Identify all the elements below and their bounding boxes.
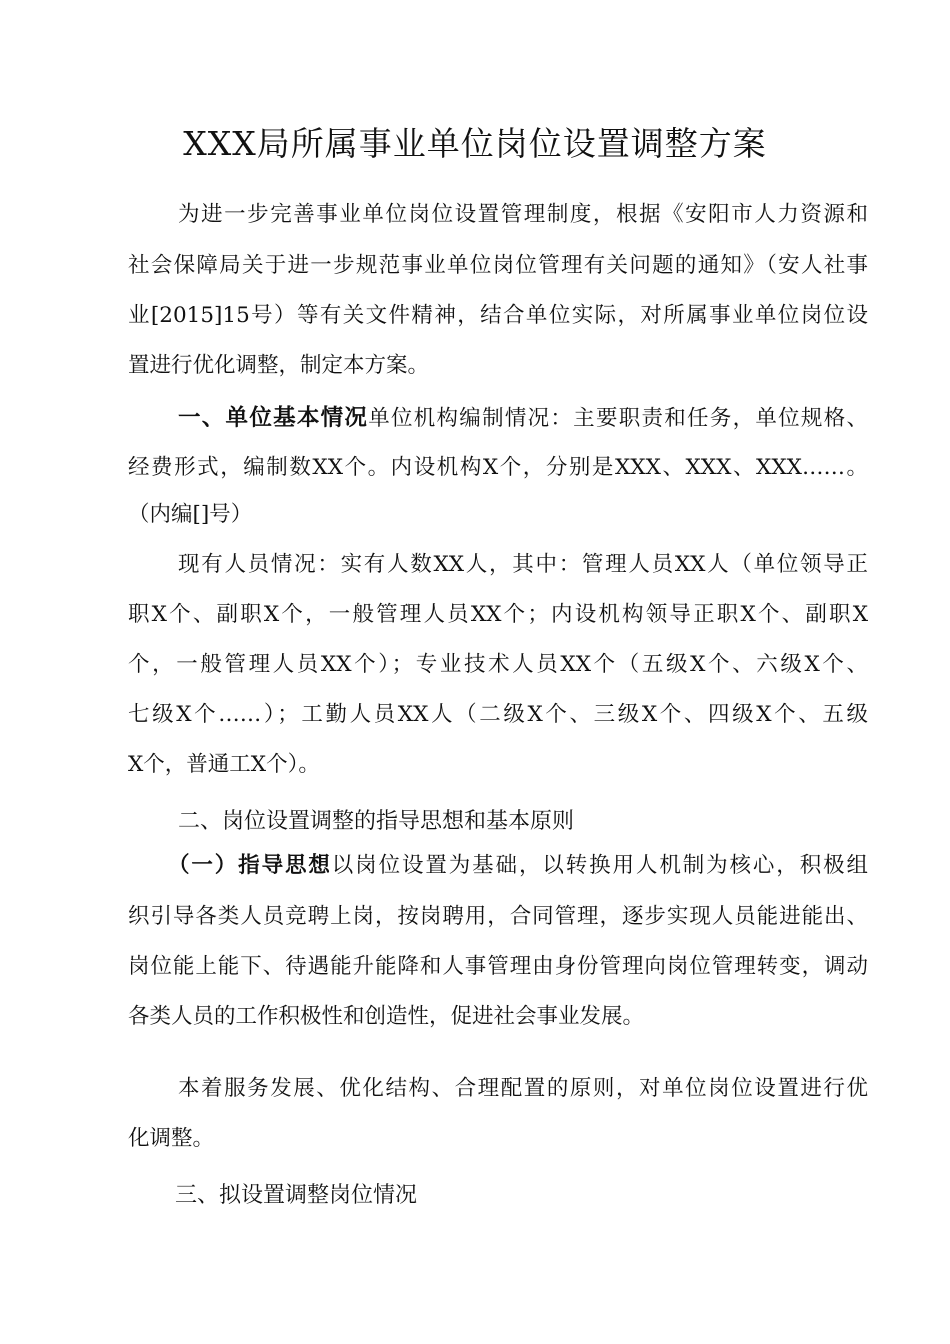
guiding-thought-line: 各类人员的工作积极性和创造性，促进社会事业发展。 (128, 1004, 645, 1029)
personnel-line: X个，普通工X个）。 (128, 752, 320, 777)
guiding-thought-line: 岗位能上能下、待遇能升能降和人事管理由身份管理向岗位管理转变，调动 (128, 954, 868, 979)
personnel-line: 个，一般管理人员XX个）；专业技术人员XX个（五级X个、六级X个、 (128, 652, 868, 677)
document-title: XXX局所属事业单位岗位设置调整方案 (183, 124, 767, 163)
section-1-line: 经费形式，编制数XX个。内设机构X个，分别是XXX、XXX、XXX……。 (128, 455, 868, 480)
intro-line: 业[2015]15号）等有关文件精神，结合单位实际，对所属事业单位岗位设 (128, 303, 868, 328)
intro-line: 社会保障局关于进一步规范事业单位岗位管理有关问题的通知》（安人社事 (128, 253, 868, 278)
intro-line: 为进一步完善事业单位岗位设置管理制度，根据《安阳市人力资源和 (178, 202, 868, 227)
section-2-heading: 二、岗位设置调整的指导思想和基本原则 (178, 809, 575, 834)
intro-line: 置进行优化调整，制定本方案。 (128, 353, 430, 378)
section-1-line: （内编[]号） (128, 502, 253, 527)
section-1-first-line (178, 394, 868, 442)
personnel-line: 现有人员情况：实有人数XX人，其中：管理人员XX人（单位领导正 (178, 552, 868, 577)
principle-line: 化调整。 (128, 1126, 215, 1151)
personnel-line: 职X个、副职X个，一般管理人员XX个；内设机构领导正职X个、副职X (128, 602, 868, 627)
principle-line: 本着服务发展、优化结构、合理配置的原则，对单位岗位设置进行优 (178, 1076, 868, 1101)
guiding-thought-heading: （一）指导思想 (168, 853, 332, 878)
section-3-heading: 三、拟设置调整岗位情况 (175, 1183, 418, 1208)
personnel-line: 七级X个……）；工勤人员XX人（二级X个、三级X个、四级X个、五级 (128, 702, 868, 727)
section-2-first-line (168, 842, 868, 890)
section-1-text: 单位机构编制情况：主要职责和任务，单位规格、 (368, 406, 868, 431)
guiding-thought-line: 织引导各类人员竞聘上岗，按岗聘用，合同管理，逐步实现人员能进能出、 (128, 904, 868, 929)
section-1-heading: 一、单位基本情况 (178, 405, 369, 431)
guiding-thought-text: 以岗位设置为基础，以转换用人机制为核心，积极组 (331, 853, 868, 878)
